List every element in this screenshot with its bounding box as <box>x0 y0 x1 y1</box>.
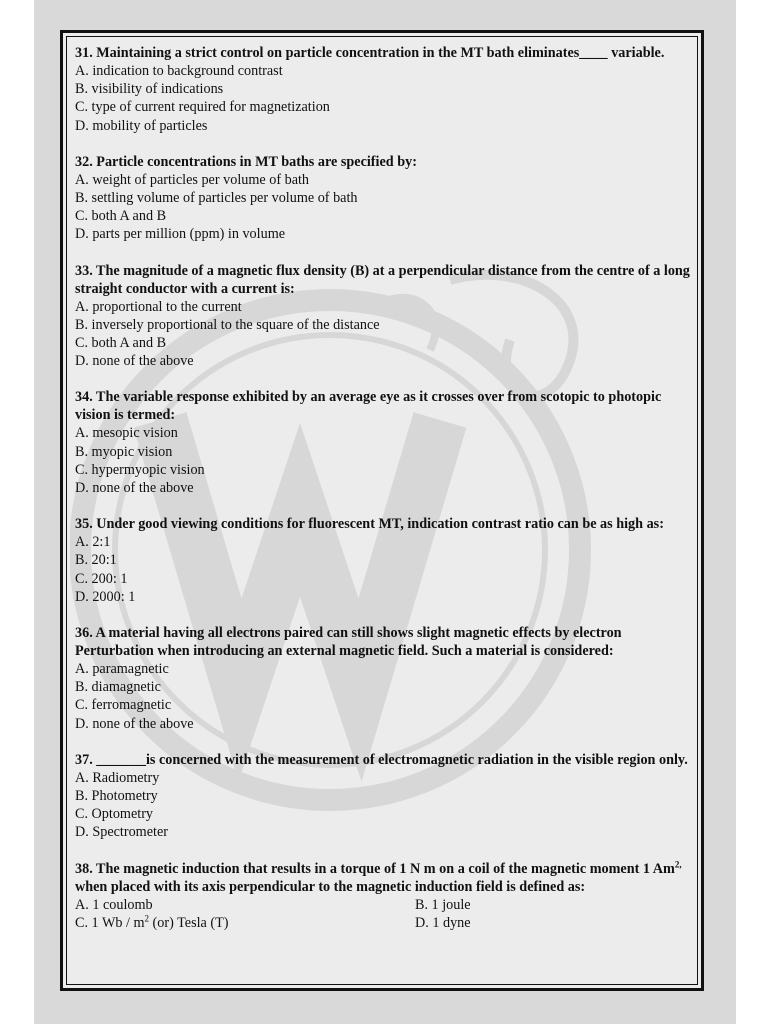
answer-option: C. type of current required for magnetization <box>75 99 330 116</box>
answer-option: D. mobility of particles <box>75 117 208 134</box>
answer-option: D. none of the above <box>75 480 194 497</box>
superscript: 2, <box>674 858 682 869</box>
question-block <box>75 860 695 932</box>
answer-option: B. visibility of indications <box>75 81 224 98</box>
question-block <box>75 388 695 497</box>
question-text: 35. Under good viewing conditions for fluorescent MT, indication contrast ratio can be as high as: <box>75 516 664 533</box>
answer-option: B. inversely proportional to the square of the distance <box>75 316 380 333</box>
answer-option: C. ferromagnetic <box>75 697 172 714</box>
question-block <box>75 153 695 244</box>
answer-options-grid <box>75 896 695 932</box>
answer-option: B. 1 joule <box>415 896 471 913</box>
question-block <box>75 44 695 135</box>
question-text <box>75 860 695 896</box>
answer-option: D. 2000: 1 <box>75 588 136 605</box>
question-number: 38. <box>75 860 93 877</box>
answer-option: D. parts per million (ppm) in volume <box>75 226 286 243</box>
answer-option: B. settling volume of particles per volume of bath <box>75 190 358 207</box>
answer-option: B. diamagnetic <box>75 679 161 696</box>
answer-option: A. proportional to the current <box>75 298 242 315</box>
option-text-part: C. 1 Wb / m <box>75 914 145 931</box>
answer-option: A. 1 coulomb <box>75 896 153 913</box>
question-text: 33. The magnitude of a magnetic flux density (B) at a perpendicular distance from the centre of a long straight conductor with a current is: <box>75 262 690 297</box>
question-text: 34. The variable response exhibited by an average eye as it crosses over from scotopic to photopic vision is termed: <box>75 389 662 424</box>
answer-option: A. Radiometry <box>75 769 160 786</box>
answer-option: C. Optometry <box>75 806 154 823</box>
question-block <box>75 624 695 733</box>
question-text: 32. Particle concentrations in MT baths are specified by: <box>75 153 417 170</box>
answer-option: A. weight of particles per volume of bath <box>75 171 310 188</box>
answer-option: A. indication to background contrast <box>75 63 283 79</box>
question-text-part: The magnetic induction that results in a torque of 1 N m on a coil of the magnetic moment 1 Am <box>96 860 675 877</box>
answer-option <box>75 914 415 932</box>
answer-option: A. paramagnetic <box>75 661 169 678</box>
answer-option: D. none of the above <box>75 353 194 370</box>
superscript: 2 <box>144 913 149 924</box>
answer-option: D. Spectrometer <box>75 824 168 841</box>
answer-option: B. 20:1 <box>75 552 117 569</box>
answer-option: C. hypermyopic vision <box>75 461 205 478</box>
answer-option: A. 2:1 <box>75 534 111 551</box>
question-block <box>75 262 695 371</box>
answer-option: C. both A and B <box>75 208 167 225</box>
question-block <box>75 515 695 606</box>
answer-option: D. none of the above <box>75 715 194 732</box>
question-text-part: when placed with its axis perpendicular to the magnetic induction field is defined as: <box>75 878 586 895</box>
question-text: 36. A material having all electrons paired can still shows slight magnetic effects by electron Perturbation when introducing an external magnetic field. Such a material is considered: <box>75 625 622 660</box>
answer-option: B. Photometry <box>75 788 158 805</box>
question-block <box>75 751 695 842</box>
answer-option: B. myopic vision <box>75 443 173 460</box>
answer-option: C. both A and B <box>75 335 167 352</box>
answer-option: C. 200: 1 <box>75 570 128 587</box>
answer-option: D. 1 dyne <box>415 914 471 931</box>
question-text: 37. _______is concerned with the measurement of electromagnetic radiation in the visible region only. <box>75 751 688 768</box>
question-list <box>75 44 695 950</box>
option-text-part: (or) Tesla (T) <box>149 914 229 931</box>
question-text: 31. Maintaining a strict control on particle concentration in the MT bath eliminates____ variable. <box>75 45 665 61</box>
answer-option: A. mesopic vision <box>75 425 178 442</box>
